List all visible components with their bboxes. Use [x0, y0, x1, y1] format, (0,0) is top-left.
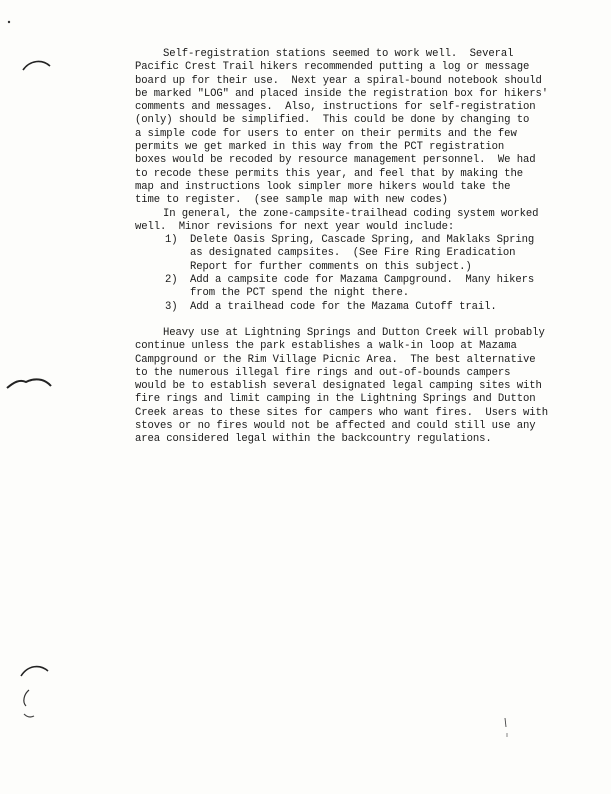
- list-item-line: from the PCT spend the night there.: [190, 287, 410, 300]
- binder-hole-mark-bottom: [20, 662, 50, 722]
- list-item-line: Add a campsite code for Mazama Campground. Many hikers: [190, 274, 535, 287]
- paragraph-line: would be to establish several designated legal camping sites with: [135, 380, 542, 393]
- list-item-line: as designated campsites. (See Fire Ring Eradication: [190, 247, 516, 260]
- revisions-list: [135, 234, 555, 314]
- paragraph-line: a simple code for users to enter on their permits and the few: [135, 127, 517, 140]
- list-item: [135, 274, 555, 301]
- paragraph-line: board up for their use. Next year a spiral-bound notebook should: [135, 74, 542, 87]
- scan-speck-bottom-right: [503, 717, 509, 739]
- list-item-line: Add a trailhead code for the Mazama Cutoff trail.: [190, 300, 497, 313]
- paragraph-line: In general, the zone-campsite-trailhead coding system worked: [163, 207, 539, 220]
- list-item-line: Delete Oasis Spring, Cascade Spring, and Maklaks Spring: [190, 234, 535, 247]
- paragraph-line: Heavy use at Lightning Springs and Dutton Creek will probably: [163, 326, 545, 339]
- binder-hole-mark-top: [22, 58, 52, 72]
- scan-speck-top-left: [7, 20, 11, 24]
- paragraph-line: Self-registration stations seemed to work well. Several: [163, 48, 514, 60]
- paragraph-gap: [135, 314, 555, 327]
- paragraph-coding-system: [135, 208, 555, 235]
- paragraph-line: continue unless the park establishes a walk-in loop at Mazama: [135, 340, 517, 353]
- paragraph-line: map and instructions look simpler more hikers would take the: [135, 180, 511, 193]
- paragraph-line: boxes would be recoded by resource management personnel. We had: [135, 154, 536, 167]
- paragraph-line: time to register. (see sample map with new codes): [135, 194, 448, 207]
- paragraph-line: fire rings and limit camping in the Lightning Springs and Dutton: [135, 393, 536, 406]
- paragraph-line: be marked "LOG" and placed inside the registration box for hikers': [135, 87, 548, 100]
- paragraph-line: Creek areas to these sites for campers who want fires. Users with: [135, 406, 548, 419]
- list-item: [135, 234, 555, 274]
- list-item-line: Report for further comments on this subject.): [190, 260, 472, 273]
- paragraph-line: permits we get marked in this way from the PCT registration: [135, 141, 505, 154]
- list-item-number: 3): [165, 300, 178, 313]
- binder-hole-mark-middle: [6, 376, 52, 392]
- paragraph-line: area considered legal within the backcountry regulations.: [135, 433, 492, 446]
- paragraph-line: comments and messages. Also, instructions for self-registration: [135, 101, 536, 114]
- list-item: [135, 301, 555, 314]
- paragraph-line: Pacific Crest Trail hikers recommended putting a log or message: [135, 61, 530, 74]
- paragraph-heavy-use: [135, 327, 555, 447]
- paragraph-line: Campground or the Rim Village Picnic Area. The best alternative: [135, 353, 536, 366]
- paragraph-line: to the numerous illegal fire rings and out-of-bounds campers: [135, 366, 511, 379]
- document-body: [135, 48, 555, 447]
- paragraph-line: to recode these permits this year, and feel that by making the: [135, 167, 523, 180]
- list-item-number: 2): [165, 274, 178, 287]
- paragraph-line: well. Minor revisions for next year would include:: [135, 220, 455, 233]
- paragraph-line: (only) should be simplified. This could be done by changing to: [135, 114, 530, 127]
- paragraph-self-registration: [135, 48, 555, 208]
- list-item-number: 1): [165, 234, 178, 247]
- paragraph-line: stoves or no fires would not be affected and could still use any: [135, 420, 536, 433]
